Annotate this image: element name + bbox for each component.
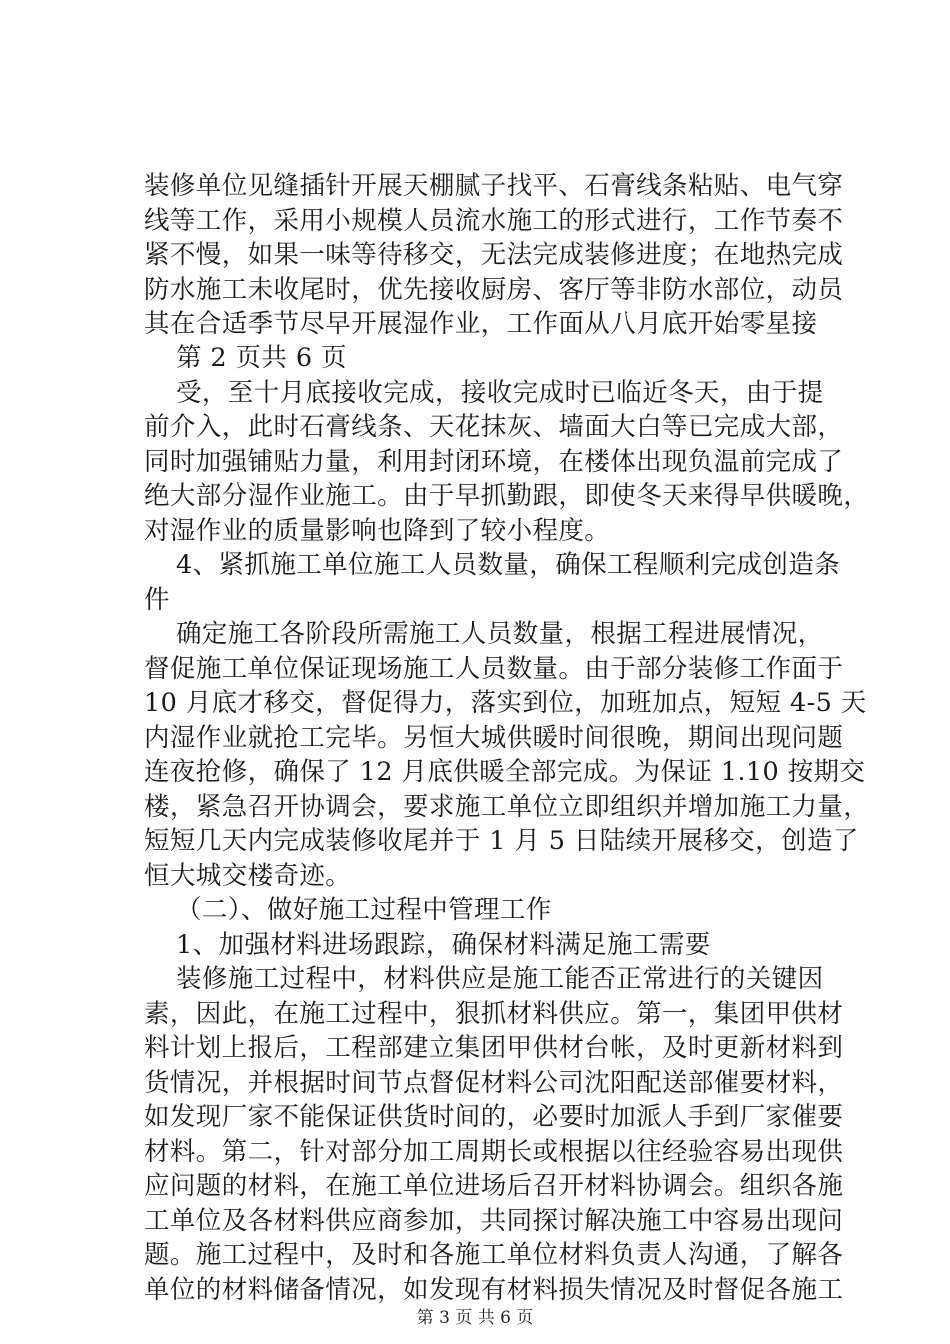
body-text-line: 受，至十月底接收完成，接收完成时已临近冬天，由于提	[176, 378, 824, 408]
body-text-line: 对湿作业的质量影响也降到了较小程度。	[144, 516, 611, 546]
body-text-line: 其在合适季节尽早开展湿作业，工作面从八月底开始零星接	[144, 309, 818, 339]
body-text-line: 确定施工各阶段所需施工人员数量，根据工程进展情况，	[176, 619, 824, 649]
body-text-line: 材料。第二，针对部分加工周期长或根据以往经验容易出现供	[144, 1137, 844, 1167]
body-text-line: 督促施工单位保证现场施工人员数量。由于部分装修工作面于	[144, 654, 844, 684]
section-heading-continued: 件	[144, 585, 170, 615]
body-text-line: 连夜抢修，确保了 12 月底供暖全部完成。为保证 1.10 按期交	[144, 757, 866, 787]
body-text-line: 工单位及各材料供应商参加，共同探讨解决施工中容易出现问	[144, 1206, 844, 1236]
body-text-line: 10 月底才移交，督促得力，落实到位，加班加点，短短 4-5 天	[144, 688, 867, 718]
body-text-line: 线等工作，采用小规模人员流水施工的形式进行，工作节奏不	[144, 206, 844, 236]
body-text-line: 装修施工过程中，材料供应是施工能否正常进行的关键因	[176, 964, 824, 994]
body-text-line: 如发现厂家不能保证供货时间的，必要时加派人手到厂家催要	[144, 1102, 844, 1132]
body-text-line: 应问题的材料，在施工单位进场后召开材料协调会。组织各施	[144, 1171, 844, 1201]
section-heading: （二）、做好施工过程中管理工作	[176, 895, 552, 925]
inline-page-number: 第 2 页共 6 页	[176, 343, 347, 373]
body-text-line: 恒大城交楼奇迹。	[144, 861, 352, 891]
body-text-line: 装修单位见缝插针开展天棚腻子找平、石膏线条粘贴、电气穿	[144, 171, 844, 201]
body-text-line: 楼，紧急召开协调会，要求施工单位立即组织并增加施工力量，	[144, 792, 870, 822]
body-text-line: 绝大部分湿作业施工。由于早抓勤跟，即使冬天来得早供暖晚，	[144, 481, 870, 511]
body-text-line: 短短几天内完成装修收尾并于 1 月 5 日陆续开展移交，创造了	[144, 826, 859, 856]
subsection-heading: 1、加强材料进场跟踪，确保材料满足施工需要	[176, 930, 711, 960]
body-text-line: 同时加强铺贴力量，利用封闭环境，在楼体出现负温前完成了	[144, 447, 844, 477]
body-text-line: 紧不慢，如果一味等待移交，无法完成装修进度；在地热完成	[144, 240, 844, 270]
body-text-line: 内湿作业就抢工完毕。另恒大城供暖时间很晚，期间出现问题	[144, 723, 844, 753]
section-heading: 4、紧抓施工单位施工人员数量，确保工程顺利完成创造条	[176, 550, 841, 580]
body-text-line: 单位的材料储备情况，如发现有材料损失情况及时督促各施工	[144, 1275, 844, 1305]
page-footer: 第 3 页 共 6 页	[416, 1308, 534, 1328]
body-text-line: 题。施工过程中，及时和各施工单位材料负责人沟通，了解各	[144, 1240, 844, 1270]
body-text-line: 货情况，并根据时间节点督促材料公司沈阳配送部催要材料，	[144, 1068, 844, 1098]
body-text-line: 料计划上报后，工程部建立集团甲供材台帐，及时更新材料到	[144, 1033, 844, 1063]
body-text-line: 前介入，此时石膏线条、天花抹灰、墙面大白等已完成大部，	[144, 412, 844, 442]
body-text-line: 防水施工未收尾时，优先接收厨房、客厅等非防水部位，动员	[144, 275, 844, 305]
body-text-line: 素，因此，在施工过程中，狠抓材料供应。第一，集团甲供材	[144, 999, 844, 1029]
